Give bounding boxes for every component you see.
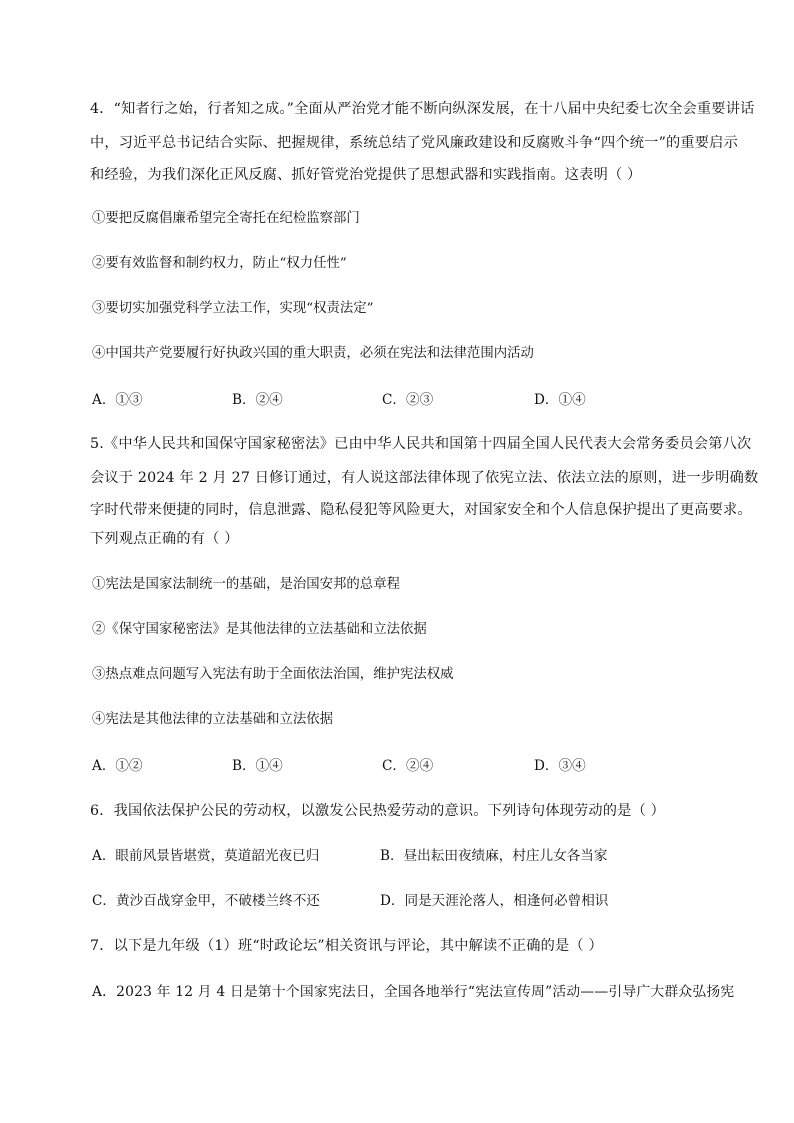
question-stem-line: 7．以下是九年级（1）班“时政论坛”相关资讯与评论，其中解读不正确的是（ ）: [90, 938, 603, 954]
answer-choices: [92, 846, 712, 866]
question-stem-line: 字时代带来便捷的同时，信息泄露、隐私侵犯等风险更大，对国家安全和个人信息保护提出了更高要求。: [90, 502, 752, 518]
statement-option: ③要切实加强党科学立法工作，实现“权责法定”: [92, 301, 374, 316]
choice-c: C．②④: [382, 758, 434, 774]
answer-choices: [92, 891, 712, 911]
choice-a: A．①②: [92, 758, 143, 774]
question-stem-line: 下列观点正确的有（ ）: [90, 531, 239, 547]
question-stem-line: 5.《中华人民共和国保守国家秘密法》已由中华人民共和国第十四届全国人民代表大会常务委员会第八次: [90, 436, 752, 452]
statement-option: ②要有效监督和制约权力，防止“权力任性”: [92, 256, 347, 271]
choice-a: A．2023 年 12 月 4 日是第十个国家宪法日，全国各地举行“宪法宣传周”活动——引导广大群众弘扬宪: [92, 984, 735, 1000]
statement-option: ①要把反腐倡廉希望完全寄托在纪检监察部门: [92, 211, 360, 226]
choice-d: D．①④: [534, 392, 586, 408]
statement-option: ④中国共产党要履行好执政兴国的重大职责，必须在宪法和法律范围内活动: [92, 346, 534, 361]
choice-d: D．③④: [534, 758, 586, 774]
question-stem-line: 中，习近平总书记结合实际、把握规律，系统总结了党风廉政建设和反腐败斗争“四个统一”的重要启示: [90, 135, 738, 151]
choice-b: B．昼出耘田夜绩麻，村庄儿女各当家: [380, 848, 608, 864]
choice-c: C．②③: [382, 392, 434, 408]
statement-option: ③热点难点问题写入宪法有助于全面依法治国，维护宪法权威: [92, 667, 454, 682]
statement-option: ④宪法是其他法律的立法基础和立法依据: [92, 712, 334, 727]
statement-option: ②《保守国家秘密法》是其他法律的立法基础和立法依据: [92, 622, 427, 637]
question-stem-line: 6．我国依法保护公民的劳动权，以激发公民热爱劳动的意识。下列诗句体现劳动的是（ ）: [90, 803, 666, 819]
statement-option: ①宪法是国家法制统一的基础，是治国安邦的总章程: [92, 577, 400, 592]
question-stem-line: 4．“知者行之始，行者知之成。”全面从严治党才能不断向纵深发展，在十八届中央纪委七次全会重要讲话: [90, 101, 755, 117]
choice-d: D．同是天涯沦落人，相逢何必曾相识: [380, 893, 609, 909]
choice-a: A．①③: [92, 392, 143, 408]
question-stem-line: 和经验，为我们深化正风反腐、抓好管党治党提供了思想武器和实践指南。这表明（ ）: [90, 167, 642, 183]
choice-c: C．黄沙百战穿金甲，不破楼兰终不还: [92, 893, 320, 909]
answer-choices: [92, 756, 712, 776]
choice-b: B．①④: [232, 758, 283, 774]
choice-b: B．②④: [232, 392, 283, 408]
answer-choices: [92, 390, 712, 410]
choice-a: A．眼前风景皆堪赏，莫道韶光夜已归: [92, 848, 320, 864]
question-stem-line: 会议于 2024 年 2 月 27 日修订通过，有人说这部法律体现了依宪立法、依法立法的原则，进一步明确数: [90, 470, 759, 486]
